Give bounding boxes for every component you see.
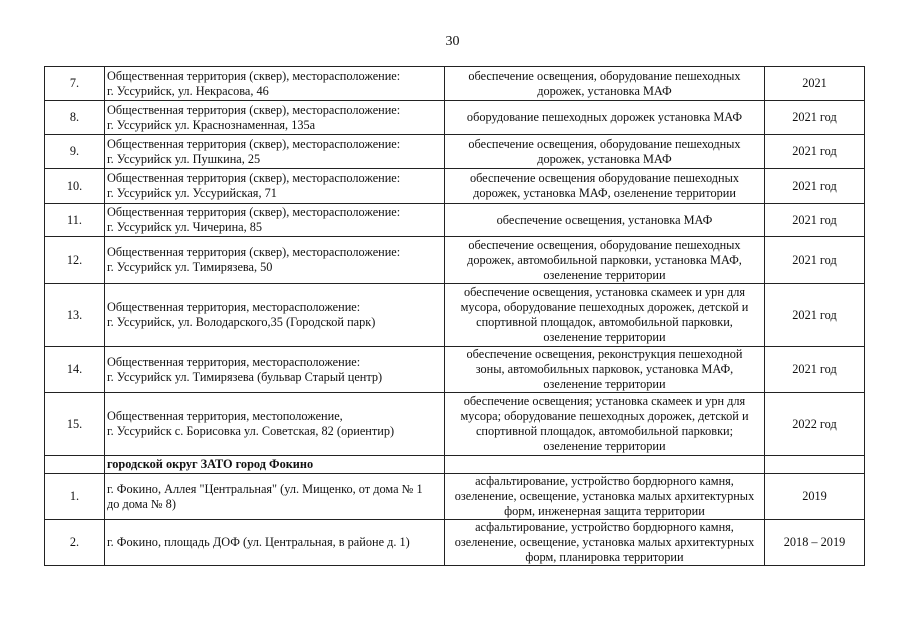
- table-row: [45, 393, 865, 456]
- works-cell-line: озеленение, освещение, установка малых архитектурных: [454, 489, 755, 503]
- works-cell: [445, 135, 765, 169]
- works-cell-line: дорожек, автомобильной парковки, установка МАФ,: [467, 252, 742, 267]
- location-cell: [105, 135, 445, 169]
- works-cell-line: дорожек, установка МАФ: [537, 83, 672, 98]
- location-cell-line: Общественная территория (сквер), месторасположение:: [107, 245, 401, 259]
- works-cell: [445, 520, 765, 566]
- row-number: 8.: [45, 101, 105, 135]
- row-number: 1.: [45, 474, 105, 520]
- year-cell: 2018 – 2019: [765, 520, 865, 566]
- table-row: [45, 520, 865, 566]
- location-cell-line: Общественная территория, местоположение,: [107, 409, 343, 423]
- location-cell-line: Общественная территория (сквер), месторасположение:: [107, 171, 401, 185]
- location-cell: [105, 474, 445, 520]
- location-cell-line: до дома № 8): [107, 496, 176, 511]
- works-cell-line: мусора; оборудование пешеходных дорожек, детской и: [460, 409, 749, 423]
- location-cell-line: г. Уссурийск ул. Краснознаменная, 135а: [107, 117, 316, 132]
- location-cell-line: Общественная территория (сквер), месторасположение:: [107, 205, 401, 219]
- works-cell: [445, 101, 765, 135]
- works-cell-line: озеленение территории: [543, 439, 666, 453]
- row-number: 14.: [45, 347, 105, 393]
- works-cell: [445, 393, 765, 456]
- row-number: 13.: [45, 284, 105, 347]
- location-cell: [105, 237, 445, 284]
- works-cell-line: форм, инженерная защита территории: [504, 504, 705, 518]
- location-cell-line: г. Уссурийск, ул. Володарского,35 (Городской парк): [107, 315, 376, 329]
- works-cell-line: зоны, автомобильных парковок, установка МАФ,: [475, 362, 734, 376]
- works-cell: [445, 474, 765, 520]
- works-cell-line: спортивной площадок, автомобильной парковки;: [475, 424, 734, 438]
- works-cell-line: обеспечение освещения, реконструкция пешеходной: [466, 347, 743, 361]
- works-cell-line: дорожек, установка МАФ: [537, 151, 672, 166]
- works-cell: [445, 237, 765, 284]
- table-row: [45, 169, 865, 204]
- location-cell-line: г. Фокино, площадь ДОФ (ул. Центральная, в районе д. 1): [107, 535, 410, 549]
- year-cell: 2021 год: [765, 347, 865, 393]
- location-cell: [105, 347, 445, 393]
- works-cell: [445, 67, 765, 101]
- location-cell-line: Общественная территория, месторасположение:: [107, 354, 361, 369]
- location-cell: [105, 169, 445, 204]
- works-cell: [445, 347, 765, 393]
- section-number-cell: [45, 456, 105, 474]
- works-cell-line: обеспечение освещения; установка скамеек и урн для: [463, 394, 746, 408]
- year-cell: 2021 год: [765, 169, 865, 204]
- works-cell-line: обеспечение освещения, оборудование пешеходных: [468, 237, 741, 252]
- works-cell-line: оборудование пешеходных дорожек установка МАФ: [466, 110, 743, 124]
- table-row: [45, 204, 865, 237]
- works-cell-line: мусора, оборудование пешеходных дорожек, детской и: [460, 300, 749, 314]
- works-cell-line: озеленение территории: [543, 267, 666, 282]
- works-cell-line: озеленение территории: [543, 330, 666, 344]
- works-cell: [445, 204, 765, 237]
- works-cell: [445, 284, 765, 347]
- location-cell: [105, 204, 445, 237]
- location-cell: [105, 284, 445, 347]
- location-cell-line: Общественная территория, месторасположение:: [107, 300, 361, 314]
- works-cell-line: озеленение территории: [543, 377, 666, 391]
- row-number: 12.: [45, 237, 105, 284]
- year-cell: 2021 год: [765, 135, 865, 169]
- location-cell: [105, 67, 445, 101]
- works-cell-line: обеспечение освещения, оборудование пешеходных: [468, 68, 741, 83]
- section-year-cell: [765, 456, 865, 474]
- table-row: [45, 67, 865, 101]
- works-cell-line: обеспечение освещения, установка МАФ: [496, 212, 713, 227]
- location-cell-line: Общественная территория (сквер), месторасположение:: [107, 68, 401, 83]
- works-cell-line: дорожек, установка МАФ, озеленение территории: [473, 186, 736, 200]
- row-number: 7.: [45, 67, 105, 101]
- works-cell-line: асфальтирование, устройство бордюрного камня,: [475, 520, 734, 534]
- location-cell: [105, 393, 445, 456]
- location-cell-line: г. Уссурийск, ул. Некрасова, 46: [107, 83, 269, 98]
- location-cell-line: г. Уссурийск ул. Уссурийская, 71: [107, 186, 277, 200]
- table-row: [45, 284, 865, 347]
- location-cell-line: г. Уссурийск с. Борисовка ул. Советская, 82 (ориентир): [107, 424, 395, 438]
- section-title: городской округ ЗАТО город Фокино: [105, 456, 445, 474]
- row-number: 10.: [45, 169, 105, 204]
- row-number: 2.: [45, 520, 105, 566]
- row-number: 15.: [45, 393, 105, 456]
- location-cell: [105, 101, 445, 135]
- year-cell: 2021 год: [765, 237, 865, 284]
- year-cell: 2021 год: [765, 204, 865, 237]
- table-row: [45, 101, 865, 135]
- year-cell: 2022 год: [765, 393, 865, 456]
- row-number: 11.: [45, 204, 105, 237]
- section-row: [45, 456, 865, 474]
- location-cell-line: г. Уссурийск ул. Пушкина, 25: [107, 151, 261, 166]
- works-cell-line: асфальтирование, устройство бордюрного камня,: [475, 474, 734, 488]
- works-cell-line: обеспечение освещения, установка скамеек и урн для: [463, 285, 746, 299]
- table-row: [45, 237, 865, 284]
- location-cell-line: г. Уссурийск ул. Чичерина, 85: [107, 220, 263, 234]
- section-works-cell: [445, 456, 765, 474]
- works-cell-line: озеленение, освещение, установка малых архитектурных: [454, 535, 755, 549]
- location-cell-line: Общественная территория (сквер), месторасположение:: [107, 136, 401, 151]
- table-row: [45, 474, 865, 520]
- improvement-table: [44, 66, 865, 566]
- works-cell-line: обеспечение освещения оборудование пешеходных: [469, 171, 740, 185]
- year-cell: 2021 год: [765, 101, 865, 135]
- table-body: [45, 67, 865, 566]
- table-row: [45, 347, 865, 393]
- location-cell-line: Общественная территория (сквер), месторасположение:: [107, 102, 401, 117]
- row-number: 9.: [45, 135, 105, 169]
- location-cell: [105, 520, 445, 566]
- year-cell: 2021: [765, 67, 865, 101]
- year-cell: 2021 год: [765, 284, 865, 347]
- page-number: 30: [445, 34, 460, 49]
- works-cell-line: обеспечение освещения, оборудование пешеходных: [468, 136, 741, 151]
- table-row: [45, 135, 865, 169]
- location-cell-line: г. Фокино, Аллея "Центральная" (ул. Мищенко, от дома № 1: [107, 481, 423, 496]
- works-cell-line: спортивной площадок, автомобильной парковки,: [476, 315, 733, 329]
- year-cell: 2019: [765, 474, 865, 520]
- works-cell: [445, 169, 765, 204]
- location-cell-line: г. Уссурийск ул. Тимирязева (бульвар Старый центр): [107, 369, 383, 384]
- works-cell-line: форм, планировка территории: [525, 550, 684, 564]
- location-cell-line: г. Уссурийск ул. Тимирязева, 50: [107, 260, 273, 274]
